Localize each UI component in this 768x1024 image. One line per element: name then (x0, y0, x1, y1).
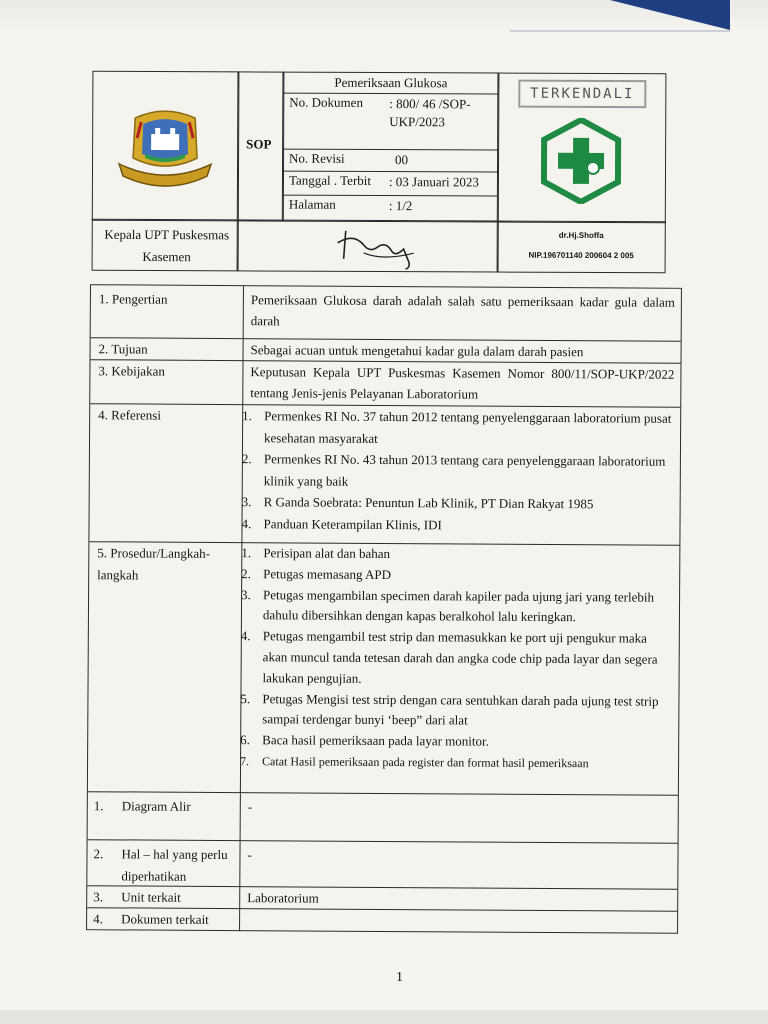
list-item (241, 626, 673, 691)
row-number: 1. (93, 798, 104, 814)
info-row-halaman (283, 195, 498, 222)
item-text: Permenkes RI No. 43 tahun 2013 tentang cara penyelenggaraan laboratorium klinik yang baik (263, 451, 666, 489)
label-cell (87, 886, 240, 909)
kebijakan-text: Keputusan Kepala UPT Puskesmas Kasemen Nomor 800/11/SOP-UKP/2022 tentang Jenis-jenis Pelayanan Laboratorium (250, 364, 675, 402)
kota-serang-logo-icon (115, 108, 215, 198)
pengertian-text: Pemeriksaan Glukosa darah adalah salah satu pemeriksaan kadar gula dalam darah (250, 292, 675, 329)
item-text: Perisipan alat dan bahan (263, 545, 391, 562)
item-number: 4. (241, 515, 252, 531)
info-key: Halaman (288, 196, 336, 212)
row-diagram-alir (88, 791, 678, 844)
item-text: Catat Hasil pemeriksaan pada register dan format hasil pemeriksaan (262, 754, 589, 771)
info-row-tanggal (283, 171, 498, 197)
signature-icon (334, 223, 454, 274)
item-number: 5. (240, 690, 251, 706)
row-label: 5. Prosedur/Langkah-langkah (97, 545, 211, 583)
kepala-cell (92, 219, 239, 272)
puskesmas-logo-icon (538, 118, 624, 204)
row-number: 2. (93, 846, 104, 862)
corner-mark (610, 0, 730, 30)
content-cell (247, 887, 671, 911)
content-cell (248, 796, 672, 820)
list-item (242, 491, 672, 515)
content-cell (240, 543, 673, 774)
signature-cell (237, 219, 499, 272)
tujuan-text: Sebagai acuan untuk mengetahui kadar gula dalam darah pasien (250, 342, 584, 360)
corner-line (510, 30, 730, 32)
row-referensi (89, 403, 680, 546)
sop-header-table (92, 71, 665, 273)
row-dokumen-terkait (87, 907, 677, 934)
page-number: 1 (396, 970, 403, 985)
label-cell (91, 338, 244, 361)
document-info-cell (282, 72, 500, 223)
item-text: Petugas mengambilan specimen darah kapiler pada ujung jari yang terlebih dahulu dibersihkan dengan kapas beralkohol lalu keringkan. (262, 586, 655, 625)
info-key: No. Dokumen (289, 94, 364, 110)
list-item (240, 689, 672, 733)
row-label: 3. Kebijakan (98, 363, 165, 379)
info-value: 00 (395, 152, 409, 168)
label-cell (91, 285, 244, 338)
item-number: 7. (240, 754, 250, 769)
terkendali-stamp (518, 80, 646, 109)
content-cell (247, 844, 671, 868)
list-item (240, 730, 672, 753)
label-cell (88, 542, 243, 793)
info-value: : 800/ 46 /SOP-UKP/2023 (389, 96, 471, 130)
item-number: 3. (241, 494, 252, 510)
list-item (241, 543, 673, 566)
content-cell (241, 405, 672, 537)
list-item (242, 405, 672, 451)
list-item (242, 448, 672, 494)
info-value: : 03 Januari 2023 (388, 174, 479, 190)
item-text: Baca hasil pemeriksaan pada layar monitor. (262, 732, 489, 749)
content-cell (250, 361, 674, 406)
item-number: 1. (242, 408, 252, 424)
list-item (241, 585, 673, 629)
label-cell (87, 840, 240, 887)
label-cell (89, 404, 243, 543)
list-item (241, 513, 671, 537)
row-number: 4. (93, 911, 103, 927)
sop-label-cell (237, 71, 285, 221)
row-prosedur (88, 541, 680, 796)
content-cell (251, 339, 675, 363)
logo-cell (92, 71, 240, 222)
item-text: Petugas mengambil test strip dan memasukkan ke port uji pengukur maka akan muncul tanda tetesan darah dan angka code chip pada layar dan segera lakukan pengujian. (262, 628, 658, 686)
content-cell (247, 909, 671, 912)
list-item (240, 751, 672, 774)
signer-name: dr.Hj.Shoffa (558, 230, 604, 240)
row-pengertian (91, 285, 681, 341)
info-row-revisi (283, 149, 498, 173)
kepala-label: Kepala UPT Puskesmas Kasemen (104, 226, 230, 265)
row-hal-perhatian (87, 839, 677, 890)
row-number: 3. (93, 889, 104, 905)
signer-nip: NIP.196701140 200604 2 005 (528, 250, 634, 261)
item-number: 1. (241, 545, 252, 561)
diagram-text: - (247, 799, 253, 815)
sop-content-table (86, 284, 682, 934)
sop-label: SOP (246, 136, 272, 152)
row-label: Hal – hal yang perlu diperhatikan (121, 846, 228, 884)
item-text: Permenkes RI No. 37 tahun 2012 tentang penyelenggaraan laboratorium pusat kesehatan masyarakat (264, 408, 672, 446)
row-label: 4. Referensi (98, 407, 162, 423)
list-item (241, 564, 673, 587)
document-title: Pemeriksaan Glukosa (283, 73, 498, 95)
referensi-list (241, 405, 672, 537)
item-text: Petugas Mengisi test strip dengan cara sentuhkan darah pada ujung test strip sampai terdengar bunyi ‘beep” dari alat (262, 690, 659, 728)
label-cell (88, 792, 241, 841)
page-bottom-shadow (0, 1010, 768, 1024)
item-number: 4. (240, 628, 251, 644)
row-label: Diagram Alir (121, 798, 191, 814)
item-text: R Ganda Soebrata: Penuntun Lab Klinik, PT Dian Rakyat 1985 (263, 494, 594, 512)
row-kebijakan (90, 359, 680, 408)
item-number: 6. (240, 732, 250, 748)
item-text: Panduan Keterampilan Klinis, IDI (263, 515, 442, 532)
prosedur-list (240, 543, 673, 774)
label-cell (87, 908, 240, 931)
item-text: Petugas memasang APD (263, 566, 392, 582)
content-cell (251, 289, 675, 334)
signer-cell (497, 221, 666, 274)
info-row-dokumen (283, 93, 498, 151)
stamp-text: TERKENDALI (530, 85, 635, 103)
row-label: Unit terkait (121, 889, 181, 905)
item-number: 3. (241, 586, 251, 602)
item-number: 2. (241, 451, 252, 467)
info-key: Tanggal . Terbit (288, 172, 372, 188)
unit-text: Laboratorium (247, 890, 319, 906)
item-number: 2. (241, 565, 252, 581)
hal-text: - (247, 847, 252, 863)
stamp-cell (497, 73, 667, 224)
label-cell (90, 360, 243, 405)
row-label: 2. Tujuan (98, 341, 148, 357)
row-label: Dokumen terkait (121, 911, 209, 927)
info-key: No. Revisi (289, 150, 345, 166)
row-label: 1. Pengertian (98, 291, 168, 307)
info-value: : 1/2 (388, 198, 413, 214)
